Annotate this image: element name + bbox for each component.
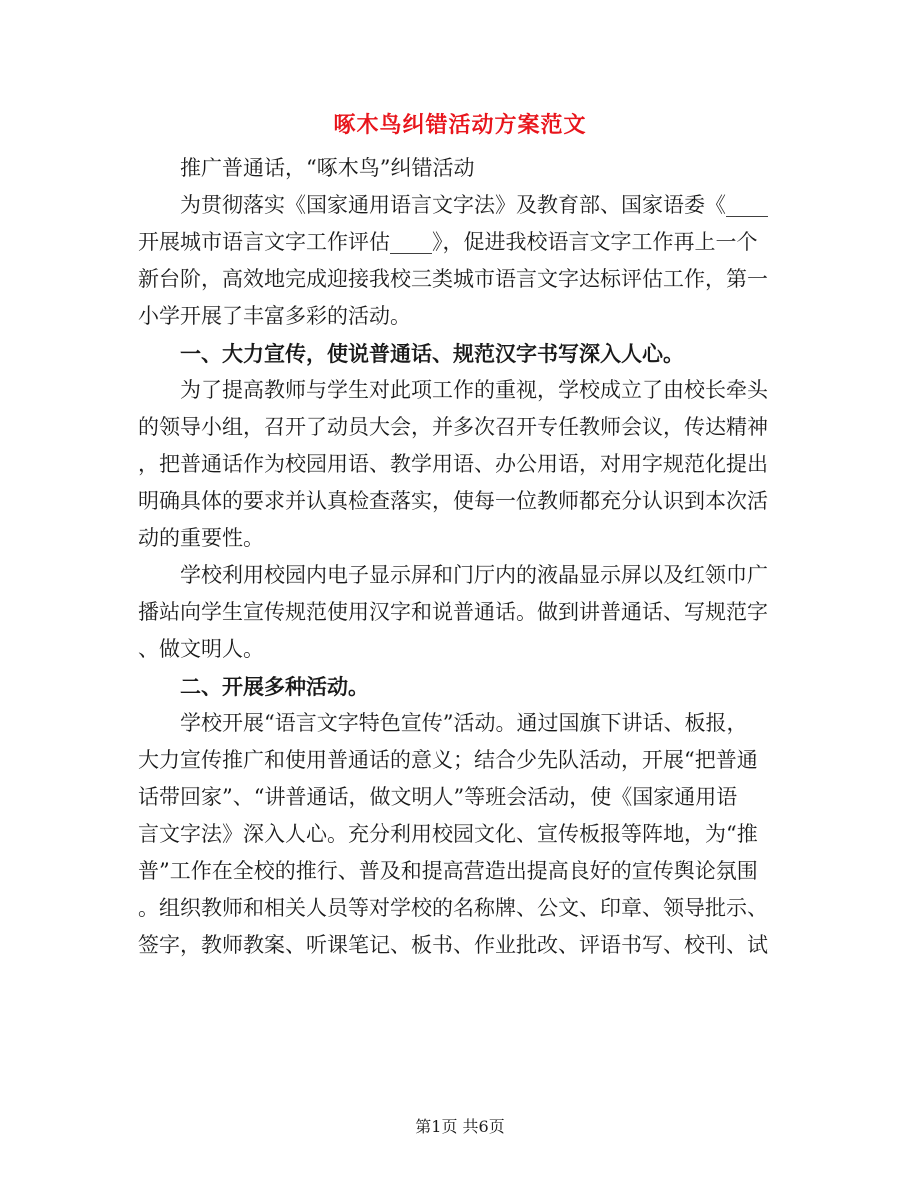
text-line: 新台阶，高效地完成迎接我校三类城市语言文字达标评估工作，第一 — [138, 267, 768, 291]
text-line: 推广普通话，“啄木鸟”纠错活动 — [180, 156, 475, 180]
text-line: 开展城市语言文字工作评估____》，促进我校语言文字工作再上一个 — [138, 230, 758, 254]
text-line: 的领导小组，召开了动员大会，并多次召开专任教师会议，传达精神 — [138, 415, 768, 439]
text-line: 大力宣传推广和使用普通话的意义；结合少先队活动，开展“把普通 — [138, 748, 758, 772]
text-line: 、做文明人。 — [138, 637, 264, 661]
text-line: 动的重要性。 — [138, 526, 264, 550]
text-line: 学校开展“语言文字特色宣传”活动。通过国旗下讲话、板报， — [180, 711, 748, 735]
section-heading: 二、开展多种活动。 — [180, 674, 369, 699]
text-line: 话带回家”、“讲普通话，做文明人”等班会活动，使《国家通用语 — [138, 785, 738, 809]
document-body — [138, 150, 772, 964]
text-line: 言文字法》深入人心。充分利用校园文化、宣传板报等阵地，为“推 — [138, 822, 758, 846]
text-line: 为了提高教师与学生对此项工作的重视，学校成立了由校长牵头 — [180, 378, 768, 402]
text-line: 。组织教师和相关人员等对学校的名称牌、公文、印章、领导批示、 — [138, 896, 768, 920]
section-heading: 一、大力宣传，使说普通话、规范汉字书写深入人心。 — [180, 341, 684, 366]
text-line: 播站向学生宣传规范使用汉字和说普通话。做到讲普通话、写规范字 — [138, 600, 768, 624]
text-line: 小学开展了丰富多彩的活动。 — [138, 304, 411, 328]
text-line: 签字，教师教案、听课笔记、板书、作业批改、评语书写、校刊、试 — [138, 933, 768, 957]
text-line: 普”工作在全校的推行、普及和提高营造出提高良好的宣传舆论氛围 — [138, 859, 758, 883]
document-title: 啄木鸟纠错活动方案范文 — [333, 112, 587, 138]
text-line: 学校利用校园内电子显示屏和门厅内的液晶显示屏以及红领巾广 — [180, 563, 768, 587]
text-line: ，把普通话作为校园用语、教学用语、办公用语，对用字规范化提出 — [138, 452, 768, 476]
page-number: 第1页 共6页 — [415, 1117, 505, 1136]
text-line: 明确具体的要求并认真检查落实，使每一位教师都充分认识到本次活 — [138, 489, 768, 513]
text-line: 为贯彻落实《国家通用语言文字法》及教育部、国家语委《____ — [180, 193, 768, 217]
